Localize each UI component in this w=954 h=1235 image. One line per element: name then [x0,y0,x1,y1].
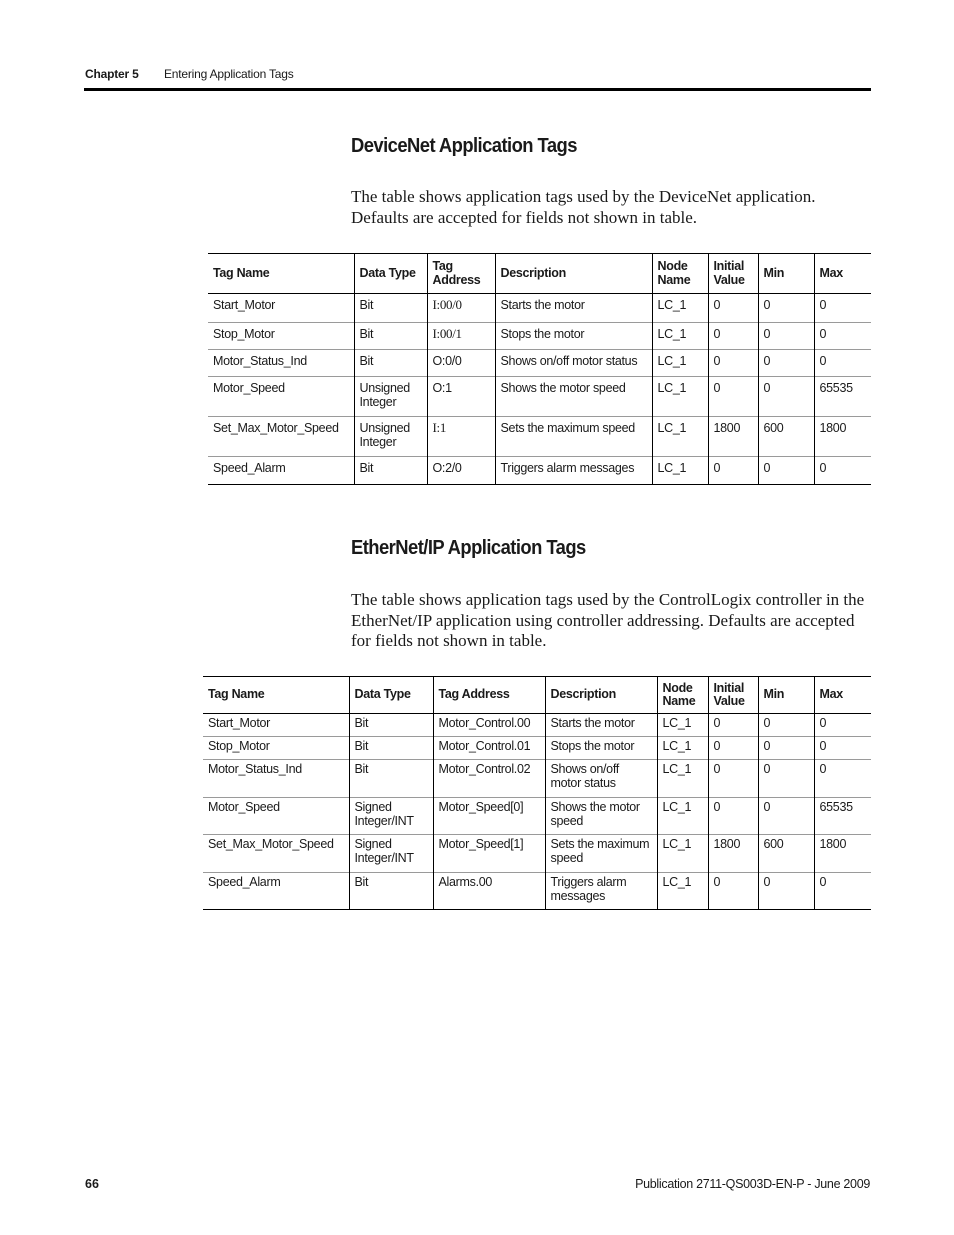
table-cell: LC_1 [652,417,708,457]
table-row [203,760,871,798]
table-cell: 0 [758,714,814,737]
table-cell: Signed Integer/INT [349,798,433,835]
column-header: Tag Name [208,687,265,702]
column-header: Min [758,254,814,294]
table-cell: 0 [758,294,814,323]
table-cell: 0 [758,760,814,798]
column-header: Data Type [349,677,433,714]
table-cell: Shows on/off motor status [495,350,652,377]
table-cell: Starts the motor [545,714,657,737]
table-cell: LC_1 [657,835,708,873]
table-cell: Motor_Speed[1] [433,835,545,873]
table-cell: LC_1 [652,457,708,485]
publication-info: Publication 2711-QS003D-EN-P - June 2009 [635,1177,870,1191]
table-cell: Shows on/off motor status [545,760,657,798]
table-row [203,737,871,760]
table-cell: 0 [708,323,758,350]
table-cell: Bit [354,457,427,485]
table-cell: Start_Motor [213,298,276,312]
column-header: Max [814,677,871,714]
table-cell: 0 [708,760,758,798]
table-cell: 0 [814,714,871,737]
table-cell: 0 [708,377,758,417]
table-cell: LC_1 [657,737,708,760]
table-cell: Bit [349,737,433,760]
ethernet-table-header [203,677,871,714]
table-cell: 0 [814,760,871,798]
table-cell: O:2/0 [427,457,495,485]
table-cell: Motor_Speed[0] [433,798,545,835]
ethernet-tags-table [203,676,871,910]
table-cell: 0 [814,457,871,485]
column-header: Node Name [657,677,708,714]
ethernet-section-title: EtherNet/IP Application Tags [351,537,586,559]
table-cell: LC_1 [652,377,708,417]
table-header-row [203,677,871,714]
table-cell: Stop_Motor [208,739,270,753]
table-cell: LC_1 [657,873,708,910]
table-cell: 0 [758,323,814,350]
table-cell: Speed_Alarm [213,461,286,475]
column-header: Data Type [354,254,427,294]
table-cell: 0 [758,377,814,417]
table-cell: 0 [758,457,814,485]
page-number: 66 [85,1177,99,1191]
table-cell: 0 [708,873,758,910]
table-cell: Bit [349,760,433,798]
table-cell: Alarms.00 [433,873,545,910]
table-row [203,798,871,835]
table-cell: 1800 [814,835,871,873]
table-cell: O:1 [427,377,495,417]
table-cell: LC_1 [657,760,708,798]
table-row [203,873,871,910]
table-cell: 600 [758,835,814,873]
table-cell: 0 [708,350,758,377]
table-cell: LC_1 [652,323,708,350]
chapter-label: Chapter 5 [85,67,139,81]
table-cell: Start_Motor [208,716,271,730]
table-cell: Set_Max_Motor_Speed [213,421,339,435]
table-cell: 0 [758,350,814,377]
devicenet-tags-table [208,253,871,485]
table-cell: 0 [814,323,871,350]
table-cell: LC_1 [657,798,708,835]
table-row [208,323,871,350]
table-cell: LC_1 [657,714,708,737]
table-cell: 1800 [708,835,758,873]
table-cell: 600 [758,417,814,457]
table-cell: Motor_Status_Ind [213,354,307,368]
table-cell: Speed_Alarm [208,875,281,889]
table-row [203,714,871,737]
devicenet-table-body [208,294,871,485]
table-cell: 0 [758,798,814,835]
table-row [203,835,871,873]
table-row [208,377,871,417]
table-cell: Shows the motor speed [545,798,657,835]
chapter-title: Entering Application Tags [164,67,294,81]
column-header: Min [758,677,814,714]
table-cell: Set_Max_Motor_Speed [208,837,334,851]
table-cell: 0 [814,294,871,323]
column-header: Tag Address [433,677,545,714]
table-cell: 0 [708,294,758,323]
column-header: Description [495,254,652,294]
table-cell: Motor_Control.01 [433,737,545,760]
table-cell: 0 [758,737,814,760]
table-cell: Sets the maximum speed [495,417,652,457]
column-header: Tag Name [213,265,270,280]
table-row [208,350,871,377]
table-cell: 65535 [814,377,871,417]
table-cell: Bit [349,714,433,737]
table-cell: 0 [814,737,871,760]
table-cell: Motor_Speed [208,800,280,814]
table-cell: Bit [354,294,427,323]
column-header: Initial Value [708,677,758,714]
table-cell: Stops the motor [495,323,652,350]
table-cell: 0 [708,737,758,760]
devicenet-section-title: DeviceNet Application Tags [351,135,577,157]
table-cell: O:0/0 [427,350,495,377]
table-cell: I:1 [427,417,495,457]
column-header: Tag Address [427,254,495,294]
table-cell: Starts the motor [495,294,652,323]
table-row [208,417,871,457]
table-cell: Triggers alarm messages [495,457,652,485]
column-header: Description [545,677,657,714]
table-cell: Motor_Status_Ind [208,762,302,776]
table-cell: 0 [708,798,758,835]
table-cell: Unsigned Integer [354,377,427,417]
table-cell: Sets the maximum speed [545,835,657,873]
table-cell: 1800 [814,417,871,457]
table-cell: Motor_Control.02 [433,760,545,798]
table-cell: 0 [814,873,871,910]
table-row [208,294,871,323]
devicenet-intro: The table shows application tags used by the DeviceNet application. Defaults are accepted for fields not shown in table. [351,187,816,227]
table-cell: 65535 [814,798,871,835]
table-cell: LC_1 [652,350,708,377]
table-cell: Triggers alarm messages [545,873,657,910]
table-cell: Bit [349,873,433,910]
table-cell: Bit [354,323,427,350]
table-cell: Stops the motor [545,737,657,760]
column-header: Initial Value [708,254,758,294]
table-cell: LC_1 [652,294,708,323]
table-cell: Motor_Control.00 [433,714,545,737]
table-cell: 0 [814,350,871,377]
table-cell: 0 [708,714,758,737]
table-cell: Unsigned Integer [354,417,427,457]
table-cell: Motor_Speed [213,381,285,395]
table-cell: 0 [758,873,814,910]
ethernet-table-body [203,714,871,910]
table-cell: I:00/0 [427,294,495,323]
table-cell: 0 [708,457,758,485]
column-header: Max [814,254,871,294]
table-cell: Signed Integer/INT [349,835,433,873]
table-cell: 1800 [708,417,758,457]
devicenet-table-header [208,254,871,294]
table-cell: I:00/1 [427,323,495,350]
table-header-row [208,254,871,294]
header-rule [84,88,871,91]
table-cell: Shows the motor speed [495,377,652,417]
table-cell: Bit [354,350,427,377]
table-row [208,457,871,485]
column-header: Node Name [652,254,708,294]
table-cell: Stop_Motor [213,327,275,341]
ethernet-intro: The table shows application tags used by the ControlLogix controller in the EtherNet/IP application using controller addressing. Defaults are accepted for fields not shown in table. [351,590,865,650]
